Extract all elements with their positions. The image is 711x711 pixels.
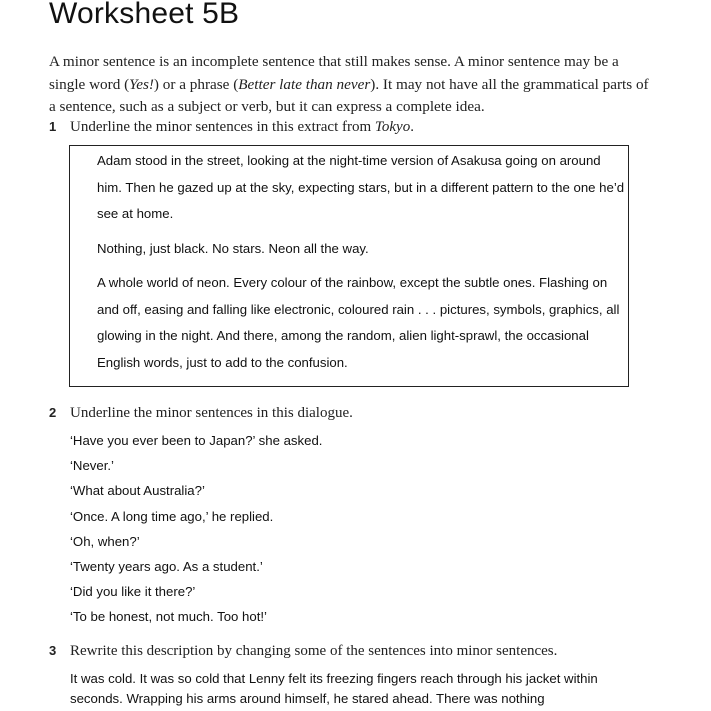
question-3 xyxy=(49,641,557,661)
question-number: 2 xyxy=(49,405,57,420)
question-instruction: Underline the minor sentences in this extract from xyxy=(70,119,375,135)
extract-paragraph: A whole world of neon. Every colour of the rainbow, except the subtle ones. Flashing on and off, easing and falling like electronic, coloured rain . . . pictures, symbols, graphics, all glowing in the night. And there, among the random, alien light-sprawl, the occasional English words, just to add to the confusion. xyxy=(97,275,620,371)
intro-example-phrase: Better late than never xyxy=(238,75,371,93)
extract-paragraph: Nothing, just black. No stars. Neon all the way. xyxy=(97,241,369,256)
question-2 xyxy=(49,403,353,423)
question-1 xyxy=(49,117,414,137)
worksheet-title: Worksheet 5B xyxy=(49,0,240,30)
question-instruction: Rewrite this description by changing some of the sentences into minor sentences. xyxy=(70,643,558,659)
dialogue-line: ‘Once. A long time ago,’ he replied. xyxy=(70,509,274,524)
intro-text-1: A minor sentence is an incomplete sentence that still makes sense. A minor sentence may be a single word ( xyxy=(49,53,619,93)
dialogue-line: ‘Did you like it there?’ xyxy=(70,584,196,599)
description-paragraph: It was cold. It was so cold that Lenny felt its freezing fingers reach through his jacket within seconds. Wrapping his arms around himself, he stared ahead. There was nothing xyxy=(70,671,598,706)
intro-example-word: Yes! xyxy=(129,75,154,93)
dialogue-line: ‘Twenty years ago. As a student.’ xyxy=(70,559,263,574)
intro-text-3: ). It may not have all the grammatical parts of a sentence, such as a subject or verb, but it can express a complete idea. xyxy=(49,75,649,115)
instruction-end: . xyxy=(410,119,414,135)
dialogue-line: ‘To be honest, not much. Too hot!’ xyxy=(70,609,267,624)
source-title: Tokyo xyxy=(374,119,411,135)
extract-paragraph: Adam stood in the street, looking at the night-time version of Asakusa going on around him. Then he gazed up at the sky, expecting stars, but in a different pattern to the one he’d see at home. xyxy=(97,153,625,222)
question-number: 3 xyxy=(49,643,57,658)
dialogue-line: ‘Oh, when?’ xyxy=(70,534,140,549)
dialogue-line: ‘Never.’ xyxy=(70,458,114,473)
intro-paragraph xyxy=(49,51,649,119)
dialogue-line: ‘Have you ever been to Japan?’ she asked. xyxy=(70,433,323,448)
question-instruction: Underline the minor sentences in this dialogue. xyxy=(70,405,353,421)
intro-text-2: ) or a phrase ( xyxy=(153,75,239,93)
question-number: 1 xyxy=(49,119,57,134)
dialogue-line: ‘What about Australia?’ xyxy=(70,483,205,498)
